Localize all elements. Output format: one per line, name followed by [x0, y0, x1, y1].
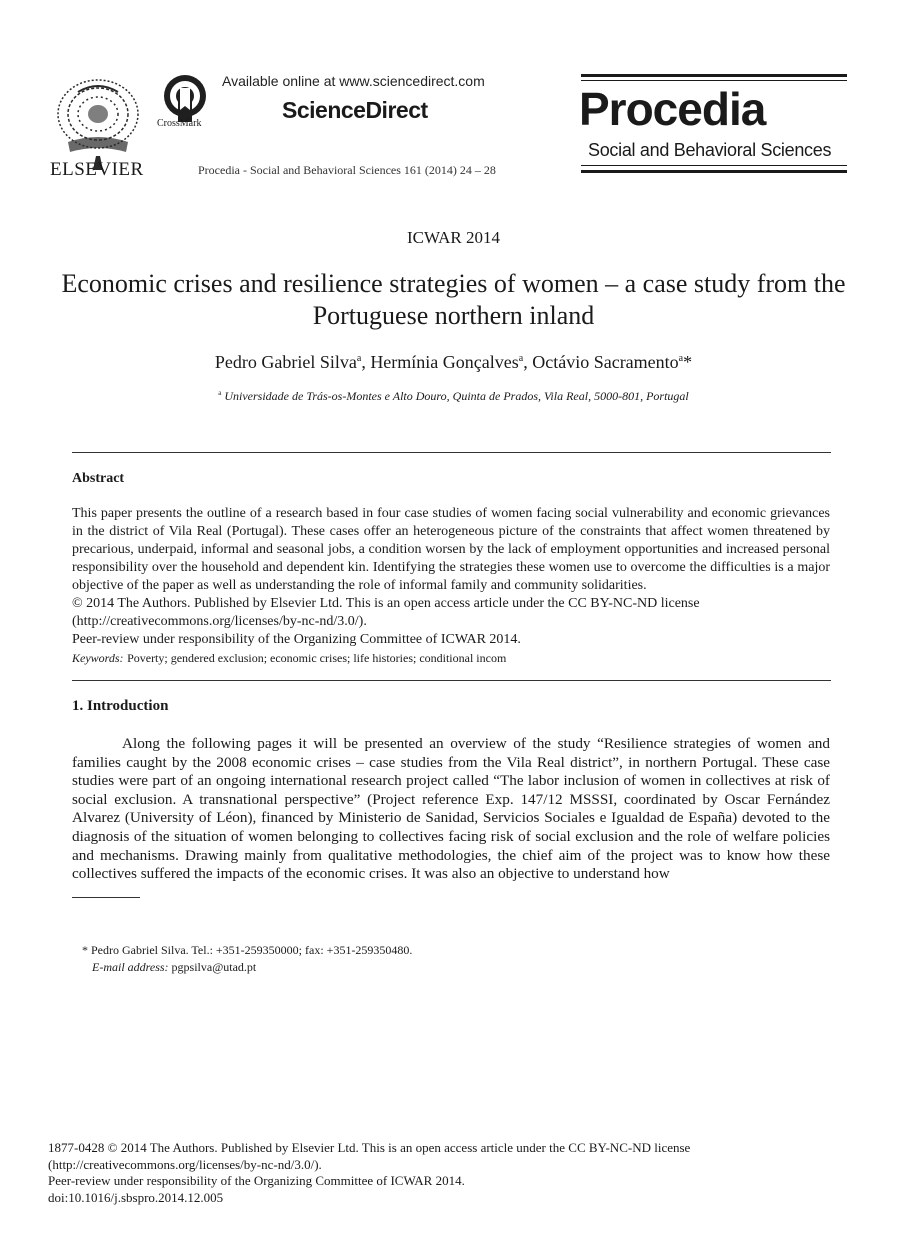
introduction-paragraph: Along the following pages it will be presented an overview of the study “Resilience strategies of women and families caught by the 2008 economic crises – case studies from the Vila Real district”, in northern Portugal. These case studies were part of an ongoing international research project called “The labor inclusion of women in collectives at risk of social exclusion. A transnational perspective” (Project reference Exp. 147/12 MSSSI, coordinated by Oscar Fernández Alvarez (University of Léon), financed by Ministerio de Sanidad, Servicios Sociales e Igualdad de España) devoted to the diagnosis of the situation of women belonging to collectives facing risk of social exclusion and the role of welfare policies and mechanisms. Drawing mainly from qualitative methodologies, the chief aim of the project was to know how these collectives suffered the impacts of the economic crises. It was also an objective to understand how: [72, 735, 830, 883]
abstract-text: This paper presents the outline of a research based in four case studies of women facing social vulnerability and economic grievances in the district of Vila Real (Portugal). These cases offer an heterogeneous picture of the constraints that affect women threatened by precarious, underpaid, informal and seasonal jobs, a condition worsen by the lack of employment opportunities and increased personal responsibility over the household and dependent kin. Identifying the strategies these women use to overcome the difficulties is a major objective of the paper as well as understanding the role of informal family and community solidarities.: [72, 506, 830, 593]
page-footer: [48, 1140, 690, 1206]
abstract-copyright: © 2014 The Authors. Published by Elsevier Ltd. This is an open access article under the CC BY-NC-ND license: [72, 596, 700, 611]
author-affil-sup: a: [678, 353, 684, 364]
abstract-heading: Abstract: [72, 471, 125, 486]
author-name: Octávio Sacramento: [532, 352, 679, 372]
email-address[interactable]: pgpsilva@utad.pt: [171, 960, 257, 974]
keywords-text: Poverty; gendered exclusion; economic crises; life histories; conditional incom: [127, 651, 507, 665]
footer-license-link[interactable]: (http://creativecommons.org/licenses/by-nc-nd/3.0/).: [48, 1156, 322, 1172]
procedia-rule-bottom-thin: [581, 165, 847, 166]
abstract-peer-review: Peer-review under responsibility of the Organizing Committee of ICWAR 2014.: [72, 632, 521, 647]
author-affil-sup: a: [356, 353, 362, 364]
footnote-contact: * Pedro Gabriel Silva. Tel.: +351-259350000; fax: +351-259350480.: [82, 943, 413, 957]
abstract-license-link[interactable]: (http://creativecommons.org/licenses/by-nc-nd/3.0/).: [72, 614, 367, 629]
journal-citation: Procedia - Social and Behavioral Sciences 161 (2014) 24 – 28: [198, 163, 496, 177]
corresponding-author-mark: *: [683, 352, 693, 372]
author-name: Pedro Gabriel Silva: [214, 352, 357, 372]
author-list: [0, 352, 907, 373]
keywords-line: [72, 649, 830, 668]
abstract-body: [72, 505, 830, 668]
abstract-bottom-rule: [72, 680, 831, 681]
affiliation-sup: a: [218, 389, 222, 397]
author-sep: ,: [523, 352, 533, 372]
section-heading-introduction: 1. Introduction: [72, 698, 169, 714]
footnote-email: [92, 960, 256, 975]
procedia-rule-top: [581, 74, 847, 77]
author-sep: ,: [361, 352, 371, 372]
footer-copyright: 1877-0428 © 2014 The Authors. Published by Elsevier Ltd. This is an open access article under the CC BY-NC-ND license: [48, 1140, 691, 1155]
sciencedirect-logo[interactable]: ScienceDirect: [282, 97, 428, 123]
author-name: Hermínia Gonçalves: [370, 352, 519, 372]
affiliation-text: Universidade de Trás-os-Montes e Alto Douro, Quinta de Prados, Vila Real, 5000-801, Portugal: [224, 389, 689, 403]
footnote-rule: [72, 897, 140, 898]
available-online-text[interactable]: Available online at www.sciencedirect.com: [222, 73, 485, 89]
author-affil-sup: a: [518, 353, 524, 364]
elsevier-wordmark: ELSEVIER: [50, 159, 144, 180]
procedia-rule-top-thin: [581, 80, 847, 81]
conference-name: ICWAR 2014: [406, 228, 501, 247]
crossmark-label: CrossMark: [157, 118, 202, 129]
procedia-rule-bottom: [581, 170, 847, 173]
procedia-journal-subtitle: Social and Behavioral Sciences: [588, 140, 832, 160]
footer-peer-review: Peer-review under responsibility of the Organizing Committee of ICWAR 2014.: [48, 1173, 465, 1188]
procedia-journal-title: Procedia: [579, 83, 766, 135]
article-title: Economic crises and resilience strategies of women – a case study from the Portuguese northern inland: [61, 269, 846, 330]
footer-doi[interactable]: doi:10.1016/j.sbspro.2014.12.005: [48, 1189, 224, 1205]
author-affiliation: [0, 389, 907, 404]
keywords-label: Keywords:: [72, 651, 124, 665]
abstract-top-rule: [72, 452, 831, 453]
email-label: E-mail address:: [92, 960, 169, 974]
